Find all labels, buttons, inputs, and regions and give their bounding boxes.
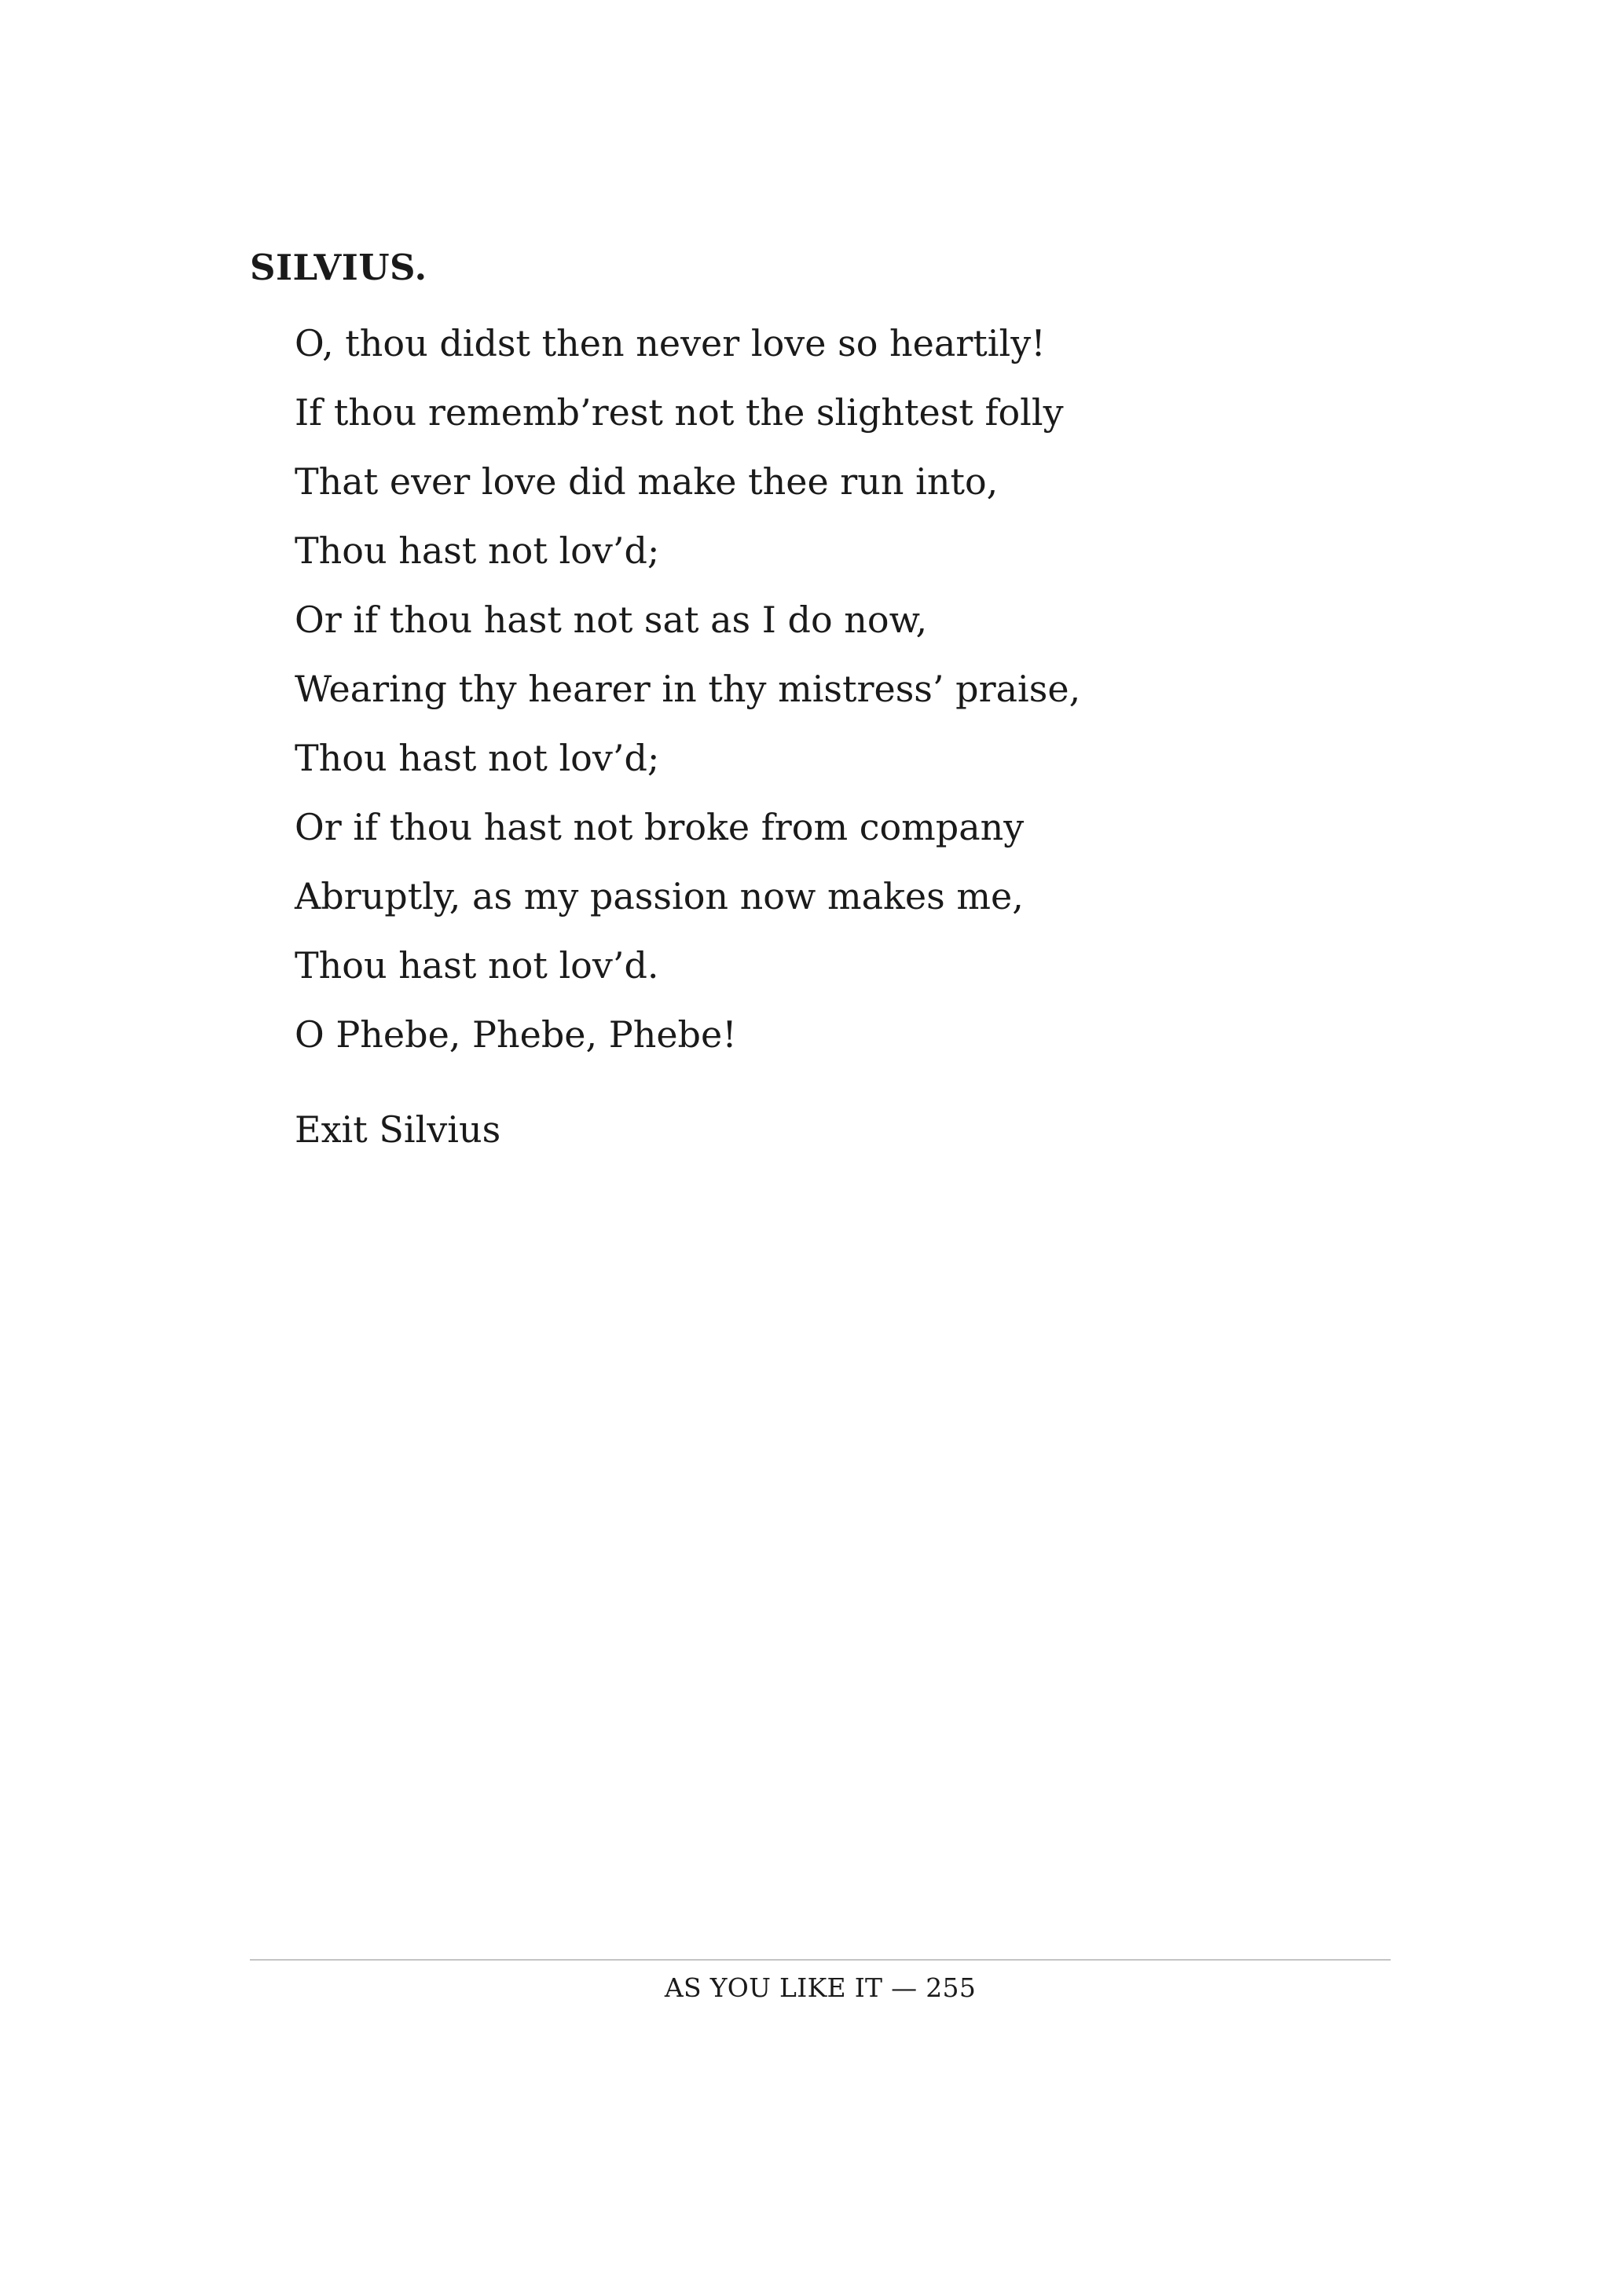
stage-direction: Exit Silvius [295, 1108, 501, 1151]
speaker-name: SILVIUS. [250, 247, 427, 288]
verse-lines [295, 309, 1080, 1069]
verse-line: Or if thou hast not broke from company [295, 806, 1025, 848]
verse-line: Abruptly, as my passion now makes me, [295, 875, 1024, 917]
verse-line: O Phebe, Phebe, Phebe! [295, 1013, 737, 1056]
verse-line: Thou hast not lov’d; [295, 737, 660, 779]
verse-line: Thou hast not lov’d; [295, 529, 660, 572]
verse-line: That ever love did make thee run into, [295, 460, 999, 503]
running-footer: AS YOU LIKE IT — 255 [664, 1972, 977, 2003]
verse-line: Wearing thy hearer in thy mistress’ praise, [295, 668, 1081, 710]
verse-line: Thou hast not lov’d. [295, 944, 659, 987]
verse-line: If thou rememb’rest not the slightest folly [295, 391, 1064, 434]
verse-line: O, thou didst then never love so heartily! [295, 322, 1046, 364]
footer-divider [250, 1959, 1391, 1961]
verse-line: Or if thou hast not sat as I do now, [295, 599, 928, 641]
